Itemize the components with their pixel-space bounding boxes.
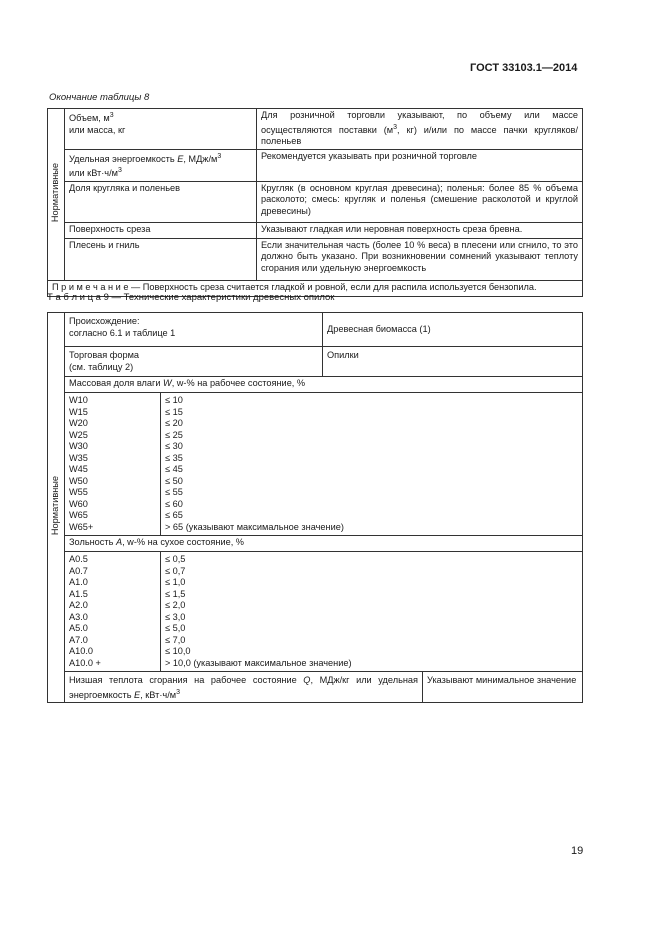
ash-class-code: A3.0 — [65, 612, 161, 624]
table-row — [48, 393, 583, 407]
table-row — [48, 612, 583, 624]
moisture-class-code: W60 — [65, 499, 161, 511]
ash-class-value: ≤ 2,0 — [161, 600, 583, 612]
ash-header: Зольность А, w-% на сухое состояние, % — [65, 536, 583, 552]
ash-class-value: ≤ 1,0 — [161, 577, 583, 589]
property-cell: Доля кругляка и поленьев — [65, 181, 257, 222]
table-row — [48, 623, 583, 635]
ash-class-value: ≤ 10,0 — [161, 646, 583, 658]
origin-row — [48, 313, 583, 347]
ash-class-code: A5.0 — [65, 623, 161, 635]
moisture-class-value: > 65 (указывают максимальное значение) — [161, 522, 583, 536]
value-cell: Рекомендуется указывать при розничной торговле — [257, 149, 583, 181]
ash-class-value: > 10,0 (указывают максимальное значение) — [161, 658, 583, 672]
property-cell: Удельная энергоемкость E, МДж/$м^3$ или $кВт\cdot ч/м^3$ — [65, 149, 257, 181]
moisture-class-value: ≤ 65 — [161, 510, 583, 522]
moisture-header-row — [48, 377, 583, 393]
page-number: 19 — [571, 845, 584, 857]
value-cell: Если значительная часть (более 10 % веса) в плесени или сгнило, то это должно быть указано. При возникновении сомнений указывают теплоту сгорания или удельную энергоемкость — [257, 238, 583, 280]
moisture-class-value: ≤ 35 — [161, 453, 583, 465]
trade-form-label-cell: Торговая форма (см. таблицу 2) — [65, 347, 323, 377]
moisture-class-value: ≤ 10 — [161, 393, 583, 407]
heating-value-row — [48, 672, 583, 703]
value-cell: Указывают гладкая или неровная поверхность среза бревна. — [257, 222, 583, 238]
moisture-class-code: W65+ — [65, 522, 161, 536]
moisture-class-value: ≤ 30 — [161, 441, 583, 453]
heating-value-label-cell: Низшая теплота сгорания на рабочее состояние Q, МДж/кг или удельная энергоемкость E, $кВт\cdot ч/м^3$ — [65, 672, 423, 703]
property-cell: Объем, $м^3$ или масса, кг — [65, 109, 257, 150]
table-row — [48, 487, 583, 499]
ash-class-code: A2.0 — [65, 600, 161, 612]
table-row — [48, 407, 583, 419]
moisture-class-value: ≤ 15 — [161, 407, 583, 419]
table-row — [48, 464, 583, 476]
value-cell: Кругляк (в основном круглая древесина); поленья: более 85 % объема расколото; смесь: кругляк и поленья (смешение расколотой и круглой древесины) — [257, 181, 583, 222]
table-row — [48, 658, 583, 672]
ash-class-code: A0.5 — [65, 552, 161, 566]
ash-class-value: ≤ 5,0 — [161, 623, 583, 635]
table9-caption: Т а б л и ц а 9 — Технические характеристики древесных опилок — [47, 292, 335, 303]
moisture-class-code: W15 — [65, 407, 161, 419]
value-cell: Для розничной торговли указывают, по объему или массе осуществляются поставки ($м^3$, кг) и/или по массе пачки кругляков/поленьев — [257, 109, 583, 150]
heating-value-cell: Указывают минимальное значение — [423, 672, 583, 703]
moisture-class-value: ≤ 25 — [161, 430, 583, 442]
property-cell: Плесень и гниль — [65, 238, 257, 280]
moisture-class-code: W65 — [65, 510, 161, 522]
table-note: П р и м е ч а н и е — Поверхность среза считается гладкой и ровной, если для распила используется бензопила. — [48, 280, 583, 296]
table-9 — [47, 312, 583, 703]
moisture-class-value: ≤ 55 — [161, 487, 583, 499]
ash-class-value: ≤ 3,0 — [161, 612, 583, 624]
table-row — [48, 430, 583, 442]
table-row — [48, 577, 583, 589]
ash-class-code: A0.7 — [65, 566, 161, 578]
moisture-class-value: ≤ 45 — [161, 464, 583, 476]
origin-label-cell: Происхождение: согласно 6.1 и таблице 1 — [65, 313, 323, 347]
moisture-class-code: W55 — [65, 487, 161, 499]
side-label-normative: Нормативные — [48, 313, 65, 703]
table-row — [48, 646, 583, 658]
document-number: ГОСТ 33103.1—2014 — [470, 62, 578, 74]
table-row — [48, 476, 583, 488]
table-8 — [47, 108, 583, 297]
moisture-class-code: W35 — [65, 453, 161, 465]
ash-class-code: A1.0 — [65, 577, 161, 589]
table-row — [48, 600, 583, 612]
moisture-class-value: ≤ 50 — [161, 476, 583, 488]
moisture-class-code: W30 — [65, 441, 161, 453]
ash-class-value: ≤ 0,7 — [161, 566, 583, 578]
moisture-class-code: W45 — [65, 464, 161, 476]
moisture-header: Массовая доля влаги W, w-% на рабочее состояние, % — [65, 377, 583, 393]
ash-class-code: A10.0 — [65, 646, 161, 658]
moisture-class-code: W25 — [65, 430, 161, 442]
ash-class-code: A7.0 — [65, 635, 161, 647]
origin-value-cell: Древесная биомасса (1) — [323, 313, 583, 347]
ash-class-code: A1.5 — [65, 589, 161, 601]
table-row — [48, 453, 583, 465]
table8-continuation-caption: Окончание таблицы 8 — [49, 92, 150, 103]
table-row — [48, 181, 583, 222]
table-row — [48, 499, 583, 511]
table-row — [48, 566, 583, 578]
table-row — [48, 522, 583, 536]
table-row — [48, 222, 583, 238]
ash-class-value: ≤ 7,0 — [161, 635, 583, 647]
table-row — [48, 441, 583, 453]
trade-form-row — [48, 347, 583, 377]
table-row — [48, 109, 583, 150]
trade-form-value-cell: Опилки — [323, 347, 583, 377]
table-row — [48, 552, 583, 566]
table-row — [48, 238, 583, 280]
moisture-class-code: W10 — [65, 393, 161, 407]
table-row — [48, 418, 583, 430]
table-row — [48, 510, 583, 522]
side-label-normative: Нормативные — [48, 109, 65, 281]
table-row — [48, 589, 583, 601]
table-row — [48, 149, 583, 181]
moisture-class-value: ≤ 60 — [161, 499, 583, 511]
moisture-class-value: ≤ 20 — [161, 418, 583, 430]
ash-header-row — [48, 536, 583, 552]
ash-class-value: ≤ 0,5 — [161, 552, 583, 566]
table-row — [48, 635, 583, 647]
moisture-class-code: W20 — [65, 418, 161, 430]
ash-class-value: ≤ 1,5 — [161, 589, 583, 601]
property-cell: Поверхность среза — [65, 222, 257, 238]
moisture-class-code: W50 — [65, 476, 161, 488]
ash-class-code: A10.0 + — [65, 658, 161, 672]
